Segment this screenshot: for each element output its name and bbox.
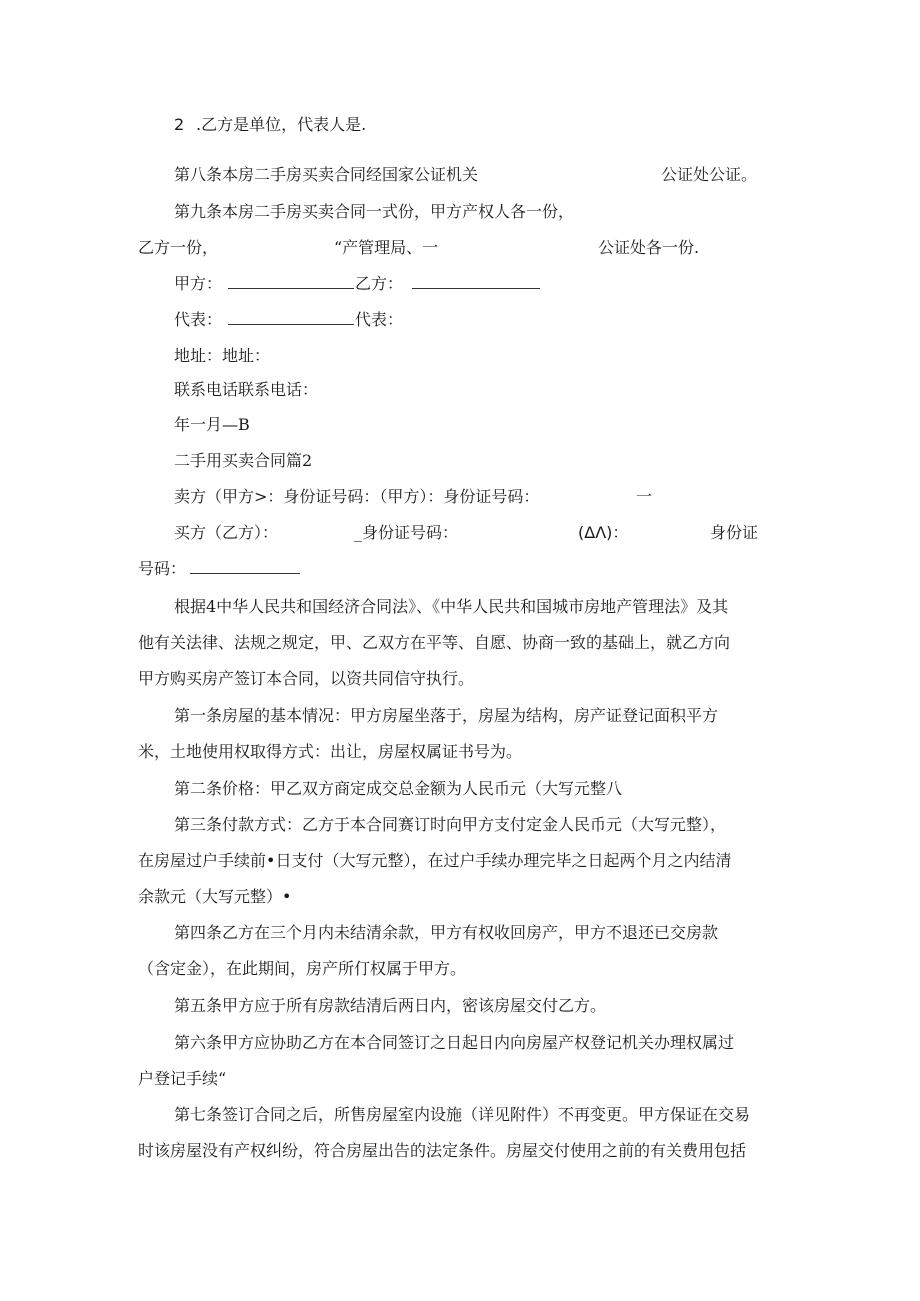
article-2-line: 第二条价格：甲乙双方商定成交总金额为人民币元（大写元整八 xyxy=(174,779,623,798)
rep-a-label: 代表： xyxy=(174,310,223,329)
address-line: 地址：地址： xyxy=(174,346,271,365)
rep-a-blank xyxy=(228,310,354,330)
article-1-line-1: 第一条房屋的基本情况：甲方房屋坐落于，房屋为结构，房产证登记面积平方 xyxy=(174,706,719,725)
para-basis-2: 他有关法律、法规之规定，甲、乙双方在平等、自愿、协商一致的基础上，就乙方向 xyxy=(138,633,731,652)
party-b-label: 乙方： xyxy=(355,274,404,293)
buyer-id-label: _身份证号码： xyxy=(354,523,459,542)
para-basis-3: 甲方购买房产签订本合同，以资共同信守执行。 xyxy=(138,669,475,688)
buyer-id-blank xyxy=(190,559,300,579)
para-basis-1: 根据4中华人民共和国经济合同法》、《中华人民共和国城市房地产管理法》及其 xyxy=(174,597,729,616)
item-2-text: .乙方是单位，代表人是. xyxy=(196,115,367,134)
article-9-text: 第九条本房二手房买卖合同一式份，甲方产权人各一份， xyxy=(174,202,575,221)
date-line: 年一月—B xyxy=(174,415,250,434)
buyer-id-label-2: 身份证 xyxy=(710,523,759,542)
buyer-extra: (ΔΛ)： xyxy=(578,523,629,542)
article-9-cont-a: 乙方一份， xyxy=(138,238,219,257)
article-6-line-1: 第六条甲方应协助乙方在本合同签订之日起日内向房屋产权登记机关办理权属过 xyxy=(174,1033,735,1052)
article-3-line-3: 余款元（大写元整）• xyxy=(138,887,292,906)
buyer-id-cont: 号码： xyxy=(138,559,187,578)
article-4-line-2: （含定金），在此期间，房产所仃权属于甲方。 xyxy=(138,959,467,978)
buyer-label: 买方（乙方）： xyxy=(174,523,279,542)
article-6-line-2: 户登记手续“ xyxy=(138,1069,227,1088)
article-5-line: 第五条甲方应于所有房款结清后两日内，密该房屋交付乙方。 xyxy=(174,996,607,1015)
rep-b-label: 代表： xyxy=(355,310,404,329)
article-9-cont-b: “产管理局、一 xyxy=(334,238,439,257)
seller-line: 卖方（甲方>：身份证号码：（甲方）：身份证号码： xyxy=(174,487,540,506)
article-8-text: 第八条本房二手房买卖合同经国家公证机关 xyxy=(174,165,479,184)
party-a-blank xyxy=(228,274,354,294)
article-9-cont-c: 公证处各一份. xyxy=(598,238,700,257)
article-4-line-1: 第四条乙方在三个月内未结清余款，甲方有权收回房产，甲方不退还已交房款 xyxy=(174,923,719,942)
party-a-label: 甲方： xyxy=(174,274,223,293)
item-2-number: 2 xyxy=(174,115,185,134)
article-7-line-2: 时该房屋没有产权纠纷，符合房屋出告的法定条件。房屋交付使用之前的有关费用包括 xyxy=(138,1141,747,1160)
article-3-line-1: 第三条付款方式：乙方于本合同赛订时向甲方支付定金人民币元（大写元整）， xyxy=(174,815,727,834)
phone-line: 联系电话联系电话： xyxy=(174,380,319,399)
seller-line-tail: 一 xyxy=(636,487,653,506)
article-3-line-2: 在房屋过户手续前•日支付（大写元整），在过户手续办理完毕之日起两个月之内结清 xyxy=(138,851,732,870)
article-1-line-2: 米，土地使用权取得方式：出让，房屋权属证书号为。 xyxy=(138,742,523,761)
party-b-blank xyxy=(412,274,540,294)
article-8-tail: 公证处公证。 xyxy=(661,165,758,184)
section-title: 二手用买卖合同篇2 xyxy=(174,451,313,470)
article-7-line-1: 第七条签订合同之后，所售房屋室内设施（详见附件）不再变更。甲方保证在交易 xyxy=(174,1105,751,1124)
